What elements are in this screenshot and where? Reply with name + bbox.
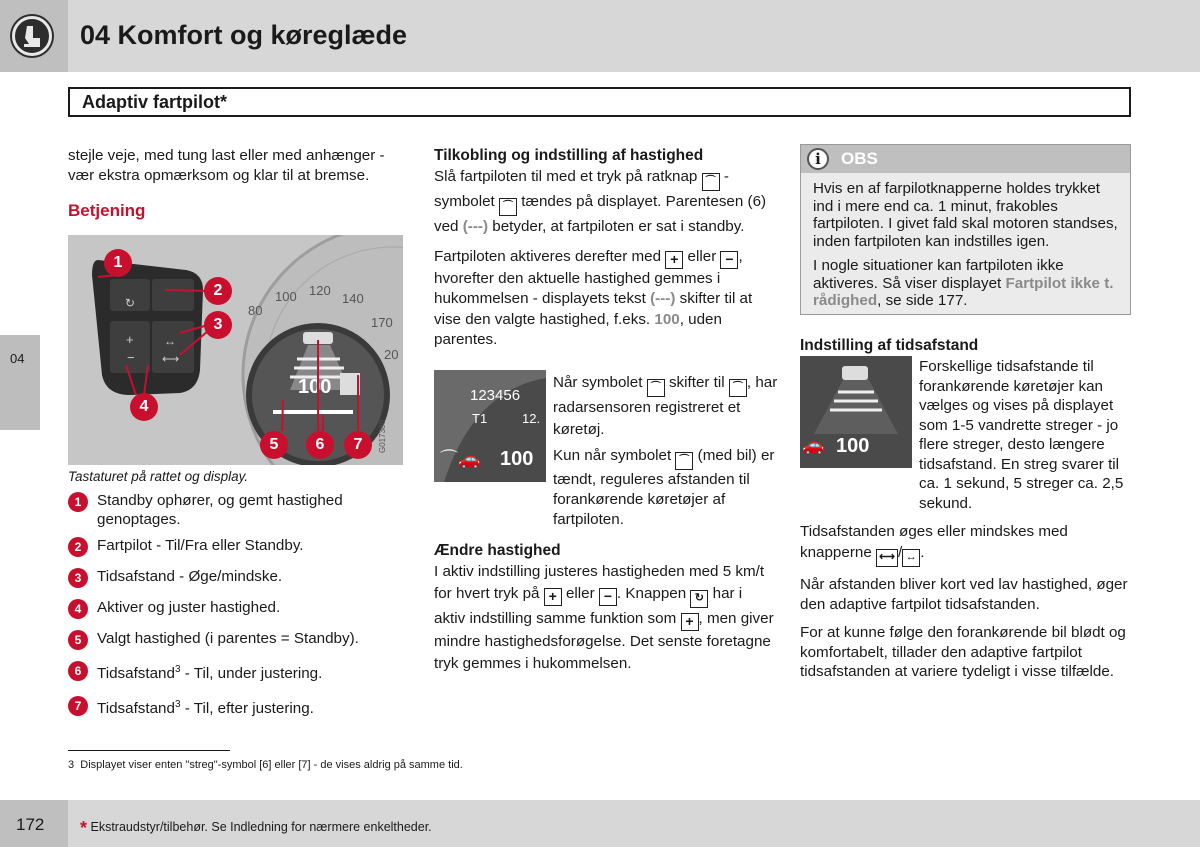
list-item: 6 Tidsafstand$^3$ - Til, under justering. xyxy=(68,660,408,683)
display-speed: 100 xyxy=(500,448,534,470)
section-title: Adaptiv fartpilot* xyxy=(82,92,228,112)
car-icon: 🚗 xyxy=(802,435,825,455)
cruise-symbol-icon: ⌒ xyxy=(647,379,665,397)
heading-tilkobling: Tilkobling og indstilling af hastighed xyxy=(434,147,704,164)
seat-icon xyxy=(12,16,52,56)
obs-header xyxy=(801,145,1130,173)
tidsafstand-paragraph: Forskellige tidsafstande til forankørende køretøjer kan vælges og vises på displayet som 1-5 vandrette streger - jo flere streger, desto længere tidsafstand. En streg svarer til ca. 1 sekund, 5 streger ca. 2,5 sekund. xyxy=(919,358,1124,512)
obs-title: OBS xyxy=(841,149,878,168)
footnote: 3 Displayet viser enten "streg"-symbol [6] eller [7] - de vises aldrig på samme tid. xyxy=(68,759,463,771)
callout-6: 6 xyxy=(306,431,334,459)
list-item: 4 Aktiver og juster hastighed. xyxy=(68,598,408,617)
cruise-car-icon: ⌒🚗 xyxy=(440,449,481,469)
svg-text:20: 20 xyxy=(384,347,399,362)
svg-text:170: 170 xyxy=(371,315,393,330)
page-header xyxy=(0,0,1200,72)
list-item: 2 Fartpilot - Til/Fra eller Standby. xyxy=(68,536,408,555)
list-item: 3 Tidsafstand - Øge/mindske. xyxy=(68,567,408,586)
minus-button-icon: − xyxy=(720,251,738,269)
svg-text:140: 140 xyxy=(342,291,364,306)
distance-decrease-icon: ↔ xyxy=(902,549,920,567)
paragraph: I aktiv indstilling justeres hastigheden med 5 km/t for hvert tryk på + eller − . Knappen ↻ har i aktiv indstilling samme funktion som + , men giver mindre hastighedsforøgelse. Det senste foretagne tryk gemmes i hukommelsen. xyxy=(434,562,774,672)
footnote-divider xyxy=(68,750,230,751)
figure-code: G017380 xyxy=(378,420,387,453)
cruise-button-icon: ⌒ xyxy=(702,173,720,191)
svg-text:120: 120 xyxy=(309,283,331,298)
callout-list xyxy=(68,491,408,718)
svg-text:100: 100 xyxy=(275,289,297,304)
plus-button-icon: + xyxy=(544,588,562,606)
trip-value: 12. xyxy=(522,411,541,426)
obs-body: Hvis en af farpilotknapperne holdes trykket ind i mere end ca. 1 minut, frakobles fartpiloten. I givet fald skal motoren standses, inden fartpiloten kan indstilles igen. I nogle situationer kan fartpiloten ikke aktiveres. Så viser displayet Fartpilot ikke t. rådighed, se side 177. xyxy=(813,180,1118,309)
svg-text:−: − xyxy=(127,350,135,365)
svg-text:100: 100 xyxy=(298,376,332,398)
page-number: 172 xyxy=(16,815,45,834)
minus-button-icon: − xyxy=(599,588,617,606)
symbol-paragraph-2: Kun når symbolet ⌒ (med bil) er tændt, reguleres afstanden til forankørende køretøjer af fartpiloten. xyxy=(553,447,775,528)
chapter-side-tab xyxy=(0,335,40,430)
intro-paragraph: stejle veje, med tung last eller med anhænger - vær ekstra opmærksom og klar til at bremse. xyxy=(68,147,385,184)
symbol-paragraph: Når symbolet ⌒ skifter til ⌒ , har radarsensoren registreret et køretøj. xyxy=(553,374,778,438)
heading-tidsafstand: Indstilling af tidsafstand xyxy=(800,337,979,354)
plus-button-icon: + xyxy=(681,613,699,631)
list-item: 1 Standby ophører, og gemt hastighed genoptages. xyxy=(68,491,408,529)
display-speed: 100 xyxy=(836,435,870,457)
distance-display-figure xyxy=(800,356,912,468)
page-number-box xyxy=(0,800,68,847)
side-tab-label: 04 xyxy=(10,351,25,366)
paragraph: Fartpiloten aktiveres derefter med + eller − , hvorefter den aktuelle hastighed gemmes i hukommelsen - displayets tekst (---) skifter til at vise den valgte hastighed, f.eks. 100, uden parentes. xyxy=(434,247,753,348)
odometer-value: 123456 xyxy=(470,387,521,404)
column-1 xyxy=(68,146,408,221)
column-2-lower xyxy=(434,541,774,675)
steering-wheel-figure xyxy=(68,235,403,465)
heading-aendre-hastighed: Ændre hastighed xyxy=(434,542,561,559)
plus-button-icon: + xyxy=(665,251,683,269)
column-3-lower: Tidsafstanden øges eller mindskes med knapperne ⟷ / ↔ . Når afstanden bliver kort ved lav hastighed, øger den adaptive fartpilot tidsafstanden. For at kunne følge den forankørende bil blødt og komfortabelt, tillader den adaptive fartpilot tidsafstanden at variere tydeligt i visse tilfælde. xyxy=(800,523,1128,680)
callout-5: 5 xyxy=(260,431,288,459)
callout-4: 4 xyxy=(130,393,158,421)
chapter-title: 04 Komfort og køreglæde xyxy=(80,20,408,50)
distance-increase-icon: ⟷ xyxy=(876,549,898,567)
cruise-car-symbol-icon: ⌒ xyxy=(729,379,747,397)
callout-2: 2 xyxy=(204,277,232,305)
resume-button-icon: ↻ xyxy=(690,590,708,608)
obs-note-box xyxy=(800,144,1131,315)
cruise-symbol-icon: ⌒ xyxy=(499,198,517,216)
section-title-bar xyxy=(68,87,1131,117)
list-item: 7 Tidsafstand$^3$ - Til, efter justering. xyxy=(68,695,408,718)
cruise-car-symbol-icon: ⌒ xyxy=(675,452,693,470)
callout-3: 3 xyxy=(204,311,232,339)
info-icon: i xyxy=(807,148,829,170)
header-icon-box xyxy=(0,0,68,72)
svg-text:↻: ↻ xyxy=(125,296,136,310)
svg-text:↔: ↔ xyxy=(164,334,176,348)
svg-text:80: 80 xyxy=(248,303,263,318)
footer-note: * Ekstraudstyr/tilbehør. Se Indledning for nærmere enkeltheder. xyxy=(80,818,432,838)
heading-betjening: Betjening xyxy=(68,201,146,220)
callout-1: 1 xyxy=(104,249,132,277)
svg-text:⟷: ⟷ xyxy=(162,352,180,366)
trip-label: T1 xyxy=(472,411,488,426)
paragraph: Slå fartpiloten til med et tryk på ratknap ⌒ -symbolet ⌒ tændes på displayet. Parentesen (6) ved (---) betyder, at fartpiloten er sat i standby. xyxy=(434,167,767,235)
page-footer xyxy=(0,800,1200,847)
column-2 xyxy=(434,146,774,351)
display-figure xyxy=(434,370,546,482)
figure-caption: Tastaturet på rattet og display. xyxy=(68,469,249,484)
svg-text:+: + xyxy=(126,332,134,347)
list-item: 5 Valgt hastighed (i parentes = Standby). xyxy=(68,629,408,648)
callout-7: 7 xyxy=(344,431,372,459)
